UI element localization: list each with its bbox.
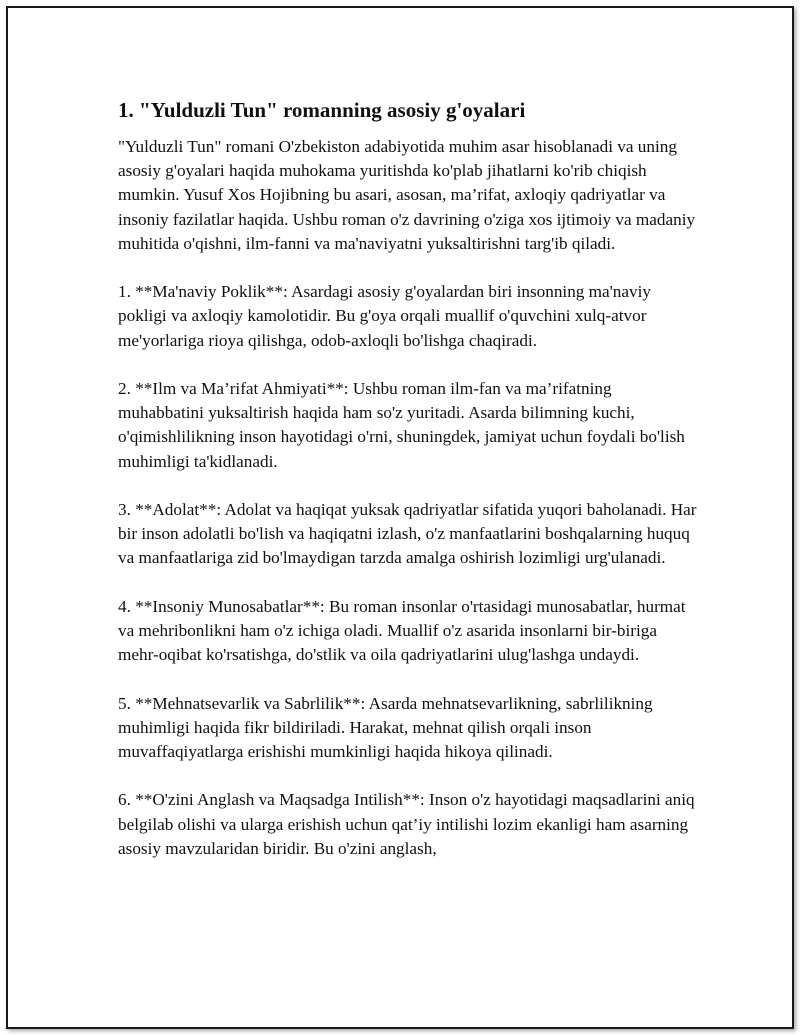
point-diligence: 5. **Mehnatsevarlik va Sabrlilik**: Asarda mehnatsevarlikning, sabrlilikning muhimligi haqida fikr bildiriladi. Harakat, mehnat qilish orqali inson muvaffaqiyatlarga erishishi mumkinligi haqida hikoya qilinadi.: [118, 693, 653, 761]
point-spiritual-purity: 1. **Ma'naviy Poklik**: Asardagi asosiy g'oyalardan biri insonning ma'naviy pokligi va axloqiy kamolotidir. Bu g'oya orqali muallif o'quvchini xulq-atvor me'yorlariga rioya qilishga, odob-axloqli bo'lishga chaqiradi.: [118, 282, 651, 350]
point-self-awareness: 6. **O'zini Anglash va Maqsadga Intilish**: Inson o'z hayotidagi maqsadlarini aniq belgilab olishi va ularga erishish uchun qat’iy intilishi lozim ekanligi ham asarning asosiy mavzularidan biridir. Bu o'zini anglash,: [118, 790, 695, 858]
intro-paragraph: "Yulduzli Tun" romani O'zbekiston adabiyotida muhim asar hisoblanadi va uning asosiy g'oyalari haqida muhokama yuritishda ko'plab jihatlarni ko'rib chiqish mumkin. Yusuf Xos Hojibning bu asari, asosan, ma’rifat, axloqiy qadriyatlar va insoniy fazilatlar haqida. Ushbu roman o'z davrining o'ziga xos ijtimoiy va madaniy muhitida o'qishni, ilm-fanni va ma'naviyatni yuksaltirishni targ'ib qiladi.: [118, 137, 696, 253]
document-body: [118, 96, 698, 885]
document-page: [6, 6, 794, 1029]
point-justice: 3. **Adolat**: Adolat va haqiqat yuksak qadriyatlar sifatida yuqori baholanadi. Har bir inson adolatli bo'lish va haqiqatni izlash, o'z manfaatlarini boshqalarning huquq va manfaatlariga zid bo'lmaydigan tarzda amalga oshirish lozimligi urg'ulanadi.: [118, 500, 697, 568]
point-human-relations: 4. **Insoniy Munosabatlar**: Bu roman insonlar o'rtasidagi munosabatlar, hurmat va mehribonlikni ham o'z ichiga oladi. Muallif o'z asarida insonlarni bir-biriga mehr-oqibat ko'rsatishga, do'stlik va oila qadriyatlarini ulug'lashga undaydi.: [118, 596, 686, 665]
section-heading: 1. "Yulduzli Tun" romanning asosiy g'oyalari: [118, 98, 526, 122]
point-knowledge: 2. **Ilm va Ma’rifat Ahmiyati**: Ushbu roman ilm-fan va ma’rifatning muhabbatini yuksaltirish haqida ham so'z yuritadi. Asarda bilimning kuchi, o'qimishlilikning inson hayotidagi o'rni, shuningdek, jamiyat uchun foydali bo'lish muhimligi ta'kidlanadi.: [118, 379, 685, 471]
